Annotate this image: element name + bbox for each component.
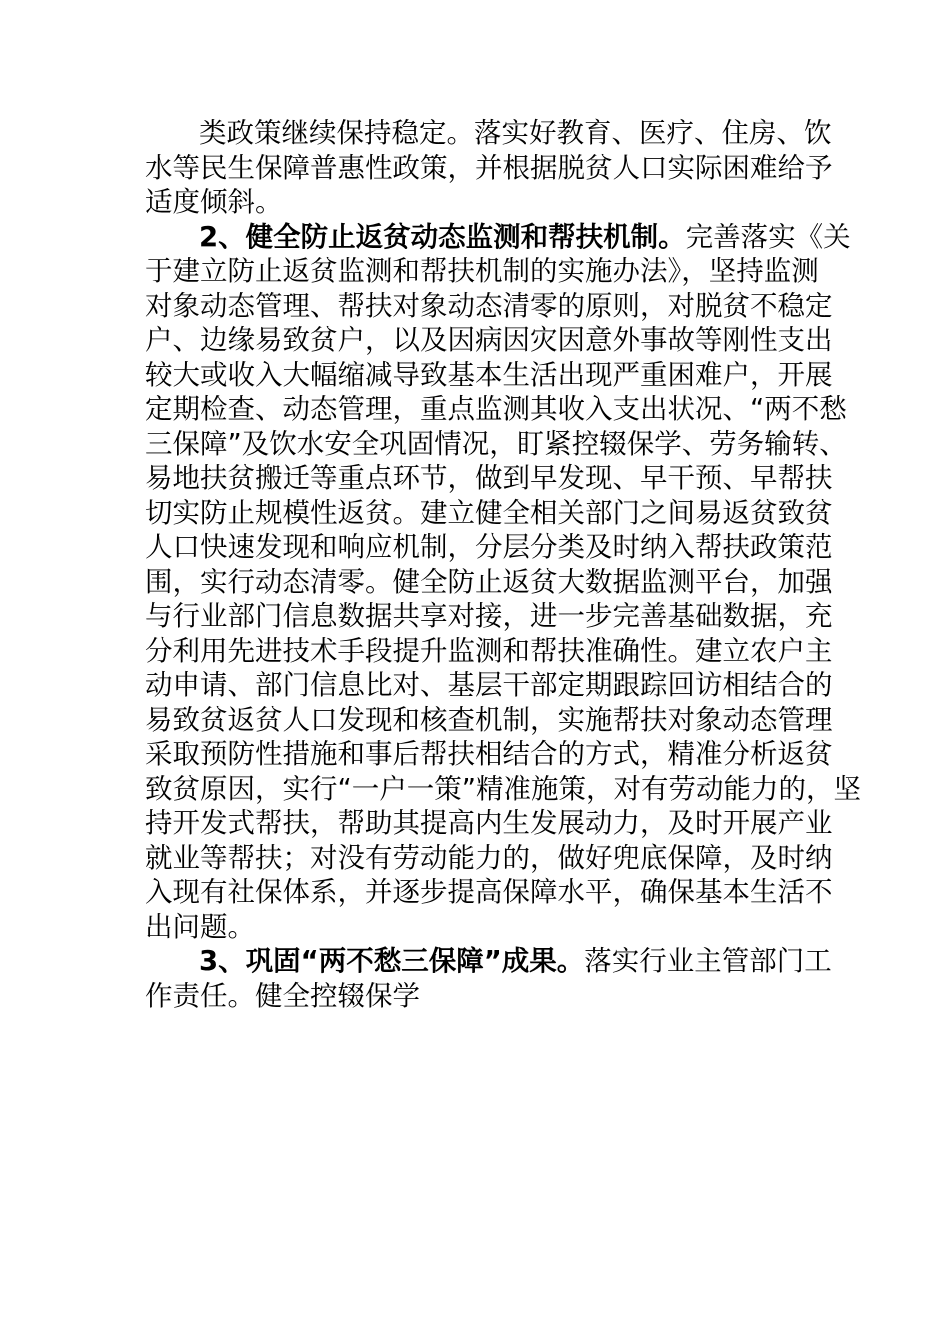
paragraph-line: 户、边缘易致贫户，以及因病因灾因意外事故等刚性支出 bbox=[145, 324, 833, 356]
document-body bbox=[145, 116, 861, 1013]
paragraph-line: 易地扶贫搬迁等重点环节，做到早发现、早干预、早帮扶 bbox=[145, 462, 833, 494]
section-heading: 2、健全防止返贫动态监测和帮扶机制。 bbox=[199, 220, 686, 253]
paragraph-line: 入现有社保体系，并逐步提高保障水平，确保基本生活不 bbox=[145, 876, 833, 908]
paragraph-line: 适度倾斜。 bbox=[145, 186, 283, 218]
section-heading-line: 3、巩固“两不愁三保障”成果。落实行业主管部门工 bbox=[199, 945, 832, 977]
paragraph-line: 与行业部门信息数据共享对接，进一步完善基础数据，充 bbox=[145, 600, 833, 632]
paragraph-line: 围，实行动态清零。健全防止返贫大数据监测平台，加强 bbox=[145, 565, 833, 598]
paragraph-line: 切实防止规模性返贫。建立健全相关部门之间易返贫致贫 bbox=[145, 496, 833, 529]
paragraph-line: 类政策继续保持稳定。落实好教育、医疗、住房、饮 bbox=[199, 117, 832, 149]
paragraph-line: 动申请、部门信息比对、基层干部定期跟踪回访相结合的 bbox=[145, 669, 833, 701]
paragraph-line: 对象动态管理、帮扶对象动态清零的原则，对脱贫不稳定 bbox=[145, 289, 833, 322]
paragraph-line: 于建立防止返贫监测和帮扶机制的实施办法》，坚持监测 bbox=[145, 255, 819, 287]
paragraph-line: 致贫原因，实行“一户一策”精准施策，对有劳动能力的，坚 bbox=[145, 772, 861, 805]
paragraph-line: 较大或收入大幅缩减导致基本生活出现严重困难户，开展 bbox=[145, 358, 833, 391]
section-heading-line: 2、健全防止返贫动态监测和帮扶机制。完善落实《关 bbox=[199, 220, 851, 253]
section-heading: 3、巩固“两不愁三保障”成果。 bbox=[199, 945, 585, 977]
paragraph-line: 三保障”及饮水安全巩固情况，盯紧控辍保学、劳务输转、 bbox=[145, 427, 847, 460]
paragraph-line: 就业等帮扶；对没有劳动能力的，做好兜底保障，及时纳 bbox=[145, 841, 833, 874]
paragraph-line: 出问题。 bbox=[145, 910, 255, 943]
paragraph-line: 分利用先进技术手段提升监测和帮扶准确性。建立农户主 bbox=[145, 634, 833, 667]
paragraph-line: 定期检查、动态管理，重点监测其收入支出状况、“两不愁 bbox=[145, 393, 847, 425]
paragraph-line: 易致贫返贫人口发现和核查机制，实施帮扶对象动态管理 bbox=[145, 703, 833, 736]
paragraph-line: 持开发式帮扶，帮助其提高内生发展动力，及时开展产业 bbox=[145, 807, 833, 839]
paragraph-line: 人口快速发现和响应机制，分层分类及时纳入帮扶政策范 bbox=[145, 531, 833, 563]
paragraph-line: 作责任。健全控辍保学 bbox=[145, 979, 420, 1012]
paragraph-line: 采取预防性措施和事后帮扶相结合的方式，精准分析返贫 bbox=[145, 738, 833, 770]
paragraph-line: 水等民生保障普惠性政策，并根据脱贫人口实际困难给予 bbox=[145, 151, 833, 184]
